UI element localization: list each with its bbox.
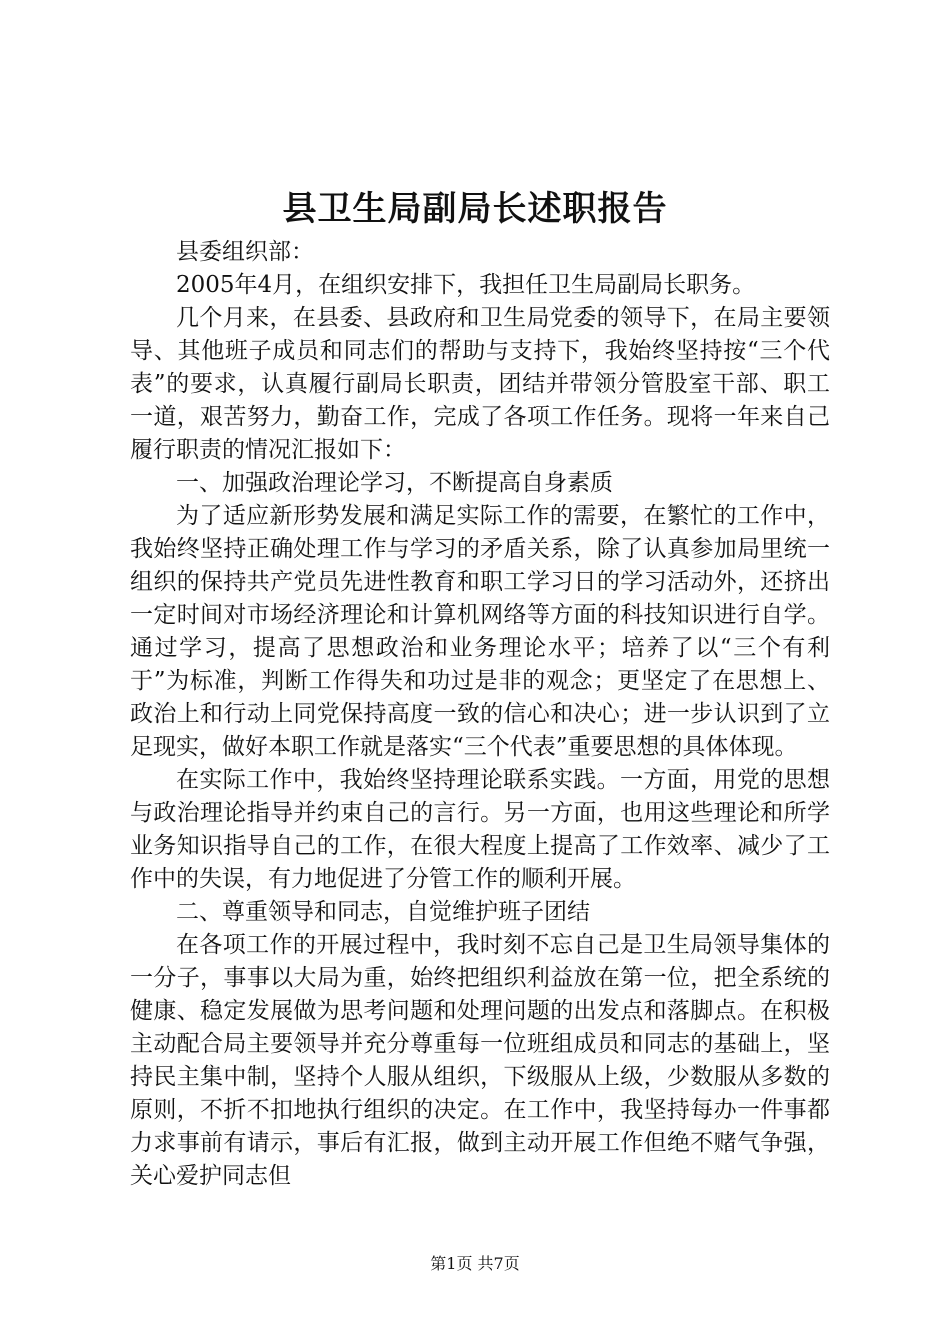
section-heading-1: 一、加强政治理论学习，不断提高自身素质 — [176, 470, 613, 496]
paragraph-study: 为了适应新形势发展和满足实际工作的需要，在繁忙的工作中，我始终坚持正确处理工作与学习的矛盾关系，除了认真参加局里统一组织的保持共产党员先进性教育和职工学习日的学习活动外，还挤出一定时间对市场经济理论和计算机网络等方面的科技知识进行自学。通过学习，提高了思想政治和业务理论水平；培养了以“三个有利于”为标准，判断工作得失和功过是非的观念；更坚定了在思想上、政治上和行动上同党保持高度一致的信心和决心；进一步认识到了立足现实，做好本职工作就是落实“三个代表”重要思想的具体体现。 — [130, 503, 830, 760]
paragraph-intro-date: 2005年4月，在组织安排下，我担任卫生局副局长职务。 — [176, 272, 756, 298]
document-body — [130, 236, 830, 1193]
document-title: 县卫生局副局长述职报告 — [282, 189, 668, 229]
page-number-footer: 第1页 共7页 — [430, 1254, 520, 1273]
paragraph-practice: 在实际工作中，我始终坚持理论联系实践。一方面，用党的思想与政治理论指导并约束自己的言行。另一方面，也用这些理论和所学业务知识指导自己的工作，在很大程度上提高了工作效率、减少了工作中的失误，有力地促进了分管工作的顺利开展。 — [130, 767, 830, 892]
paragraph-unity: 在各项工作的开展过程中，我时刻不忘自己是卫生局领导集体的一分子，事事以大局为重，始终把组织利益放在第一位，把全系统的健康、稳定发展做为思考问题和处理问题的出发点和落脚点。在积极主动配合局主要领导并充分尊重每一位班组成员和同志的基础上，坚持民主集中制，坚持个人服从组织，下级服从上级，少数服从多数的原则，不折不扣地执行组织的决定。在工作中，我坚持每办一件事都力求事前有请示，事后有汇报，做到主动开展工作但绝不赌气争强，关心爱护同志但 — [130, 932, 830, 1189]
salutation: 县委组织部： — [176, 239, 314, 265]
paragraph-overview: 几个月来，在县委、县政府和卫生局党委的领导下，在局主要领导、其他班子成员和同志们的帮助与支持下，我始终坚持按“三个代表”的要求，认真履行副局长职责，团结并带领分管股室干部、职工一道，艰苦努力，勤奋工作，完成了各项工作任务。现将一年来自己履行职责的情况汇报如下： — [130, 305, 830, 463]
section-heading-2: 二、尊重领导和同志，自觉维护班子团结 — [176, 899, 590, 925]
